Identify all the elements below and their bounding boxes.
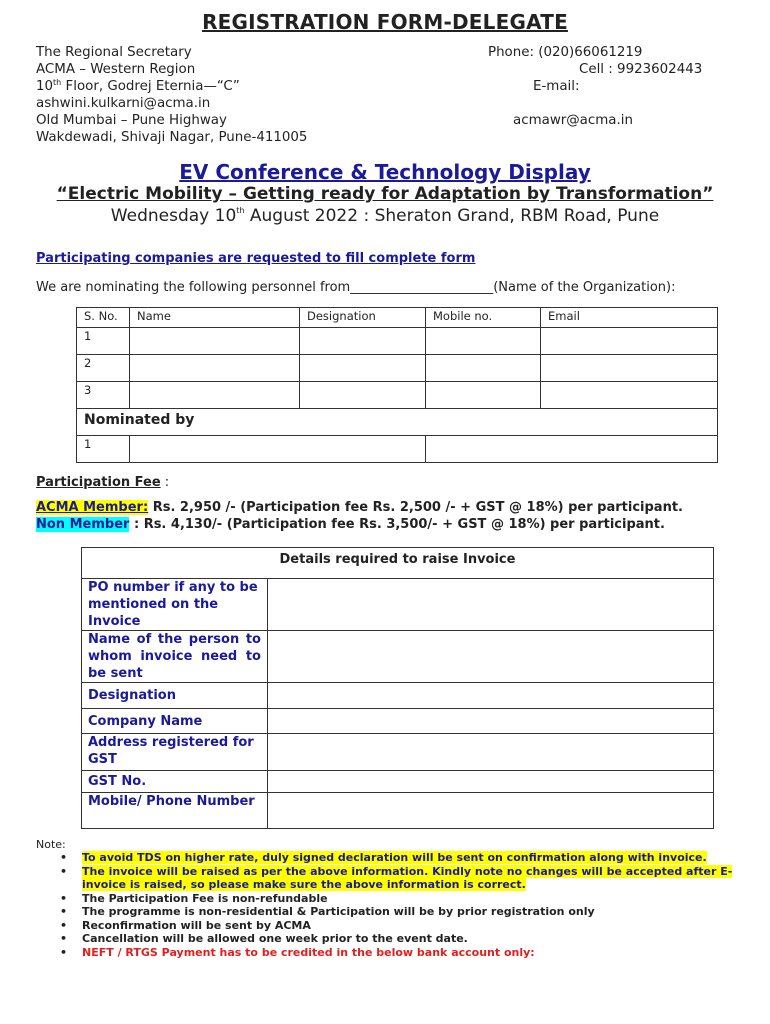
invoice-heading-row (82, 548, 714, 579)
mobile-phone-field[interactable] (268, 793, 714, 829)
invoice-details-table (81, 547, 714, 829)
form-title: REGISTRATION FORM-DELEGATE (202, 10, 568, 34)
table-header-row (77, 308, 718, 328)
personnel-table (76, 307, 718, 463)
fill-form-request: Participating companies are requested to fill complete form (36, 251, 476, 266)
designation-field[interactable] (268, 683, 714, 709)
table-row (77, 355, 718, 382)
table-row (77, 382, 718, 409)
company-name-label: Company Name (82, 709, 268, 734)
gst-address-label: Address registered for GST (82, 734, 268, 771)
col-header: Designation (300, 308, 426, 328)
email-cell[interactable] (541, 382, 718, 409)
non-member-label: Non Member (36, 517, 130, 532)
invoice-row (82, 709, 714, 734)
invoice-row (82, 771, 714, 793)
email-address[interactable]: acmawr@acma.in (513, 113, 633, 128)
invoice-row (82, 631, 714, 683)
non-member-fee-line: Non Member : Rs. 4,130/- (Participation fee Rs. 3,500/- + GST @ 18%) per participant. (36, 517, 665, 532)
member-fee-line: ACMA Member: Rs. 2,950 /- (Participation fee Rs. 2,500 /- + GST @ 18%) per participant. (36, 500, 683, 515)
phone-number: Phone: (020)66061219 (488, 45, 643, 60)
company-name-field[interactable] (268, 709, 714, 734)
po-number-field[interactable] (268, 579, 714, 631)
bullet-icon: • (60, 905, 68, 918)
member-label: ACMA Member: (36, 500, 149, 515)
serial-cell: 1 (77, 328, 130, 355)
invoice-contact-field[interactable] (268, 631, 714, 683)
cell-number: Cell : 9923602443 (579, 62, 703, 77)
email-label: E-mail: (533, 79, 580, 94)
mobile-cell[interactable] (426, 355, 541, 382)
event-date-venue: Wednesday 10th August 2022 : Sheraton Grand, RBM Road, Pune (110, 206, 660, 226)
list-item: • NEFT / RTGS Payment has to be credited in the below bank account only: (60, 945, 535, 959)
address-line: ACMA – Western Region (36, 62, 196, 77)
bullet-icon: • (60, 918, 68, 932)
designation-cell[interactable] (300, 382, 426, 409)
nominated-by-label: Nominated by (77, 409, 718, 436)
name-cell[interactable] (130, 382, 300, 409)
address-line-floor: 10th Floor, Godrej Eternia—“C” (36, 78, 240, 94)
bullet-icon: • (60, 932, 68, 945)
po-number-label: PO number if any to be mentioned on the Invoice (82, 579, 268, 631)
mobile-phone-label: Mobile/ Phone Number (82, 793, 268, 829)
list-item: • Cancellation will be allowed one week prior to the event date. (60, 932, 468, 945)
invoice-row (82, 683, 714, 709)
mobile-cell[interactable] (426, 328, 541, 355)
nominator-detail-cell[interactable] (426, 436, 718, 463)
bullet-icon: • (60, 945, 68, 959)
list-item: • The programme is non-residential & Participation will be by prior registration only (60, 905, 595, 918)
designation-cell[interactable] (300, 355, 426, 382)
table-row (77, 328, 718, 355)
list-item: • To avoid TDS on higher rate, duly signed declaration will be sent on confirmation along with invoice. (60, 851, 707, 864)
invoice-row (82, 579, 714, 631)
list-item: • Reconfirmation will be sent by ACMA (60, 918, 311, 932)
address-block (36, 44, 307, 146)
invoice-heading: Details required to raise Invoice (82, 548, 714, 579)
address-line: Old Mumbai – Pune Highway (36, 113, 227, 128)
gst-address-field[interactable] (268, 734, 714, 771)
event-tagline: “Electric Mobility – Getting ready for Adaptation by Transformation” (56, 184, 714, 204)
invoice-row (82, 793, 714, 829)
participation-fee-heading: Participation Fee : (36, 475, 170, 490)
invoice-row (82, 734, 714, 771)
name-cell[interactable] (130, 328, 300, 355)
notes-list (60, 851, 760, 959)
bullet-icon: • (60, 864, 68, 878)
bullet-icon: • (60, 851, 68, 864)
address-line: The Regional Secretary (36, 45, 192, 60)
serial-cell: 2 (77, 355, 130, 382)
col-header: Mobile no. (426, 308, 541, 328)
email-cell[interactable] (541, 328, 718, 355)
bullet-icon: • (60, 891, 68, 905)
nominated-by-row (77, 409, 718, 436)
note-label: Note: (36, 838, 66, 851)
designation-label: Designation (82, 683, 268, 709)
col-header: S. No. (77, 308, 130, 328)
name-cell[interactable] (130, 355, 300, 382)
serial-cell: 3 (77, 382, 130, 409)
address-line: Wakdewadi, Shivaji Nagar, Pune-411005 (36, 130, 308, 145)
mobile-cell[interactable] (426, 382, 541, 409)
address-email[interactable]: ashwini.kulkarni@acma.in (36, 96, 211, 111)
gst-number-field[interactable] (268, 771, 714, 793)
serial-cell: 1 (77, 436, 130, 463)
gst-number-label: GST No. (82, 771, 268, 793)
email-cell[interactable] (541, 355, 718, 382)
table-row (77, 436, 718, 463)
col-header: Email (541, 308, 718, 328)
list-item: • The invoice will be raised as per the above information. Kindly note no changes will be accepted after E-invoice is raised, so please make sure the above information is correct. (60, 864, 733, 891)
list-item: • The Participation Fee is non-refundable (60, 891, 328, 905)
col-header: Name (130, 308, 300, 328)
nominator-name-cell[interactable] (130, 436, 426, 463)
invoice-contact-label: Name of the person to whom invoice need to be sent (82, 631, 268, 683)
nominating-statement: We are nominating the following personnel from______________________(Name of the Organization): (36, 280, 676, 295)
designation-cell[interactable] (300, 328, 426, 355)
event-title: EV Conference & Technology Display (179, 160, 591, 184)
